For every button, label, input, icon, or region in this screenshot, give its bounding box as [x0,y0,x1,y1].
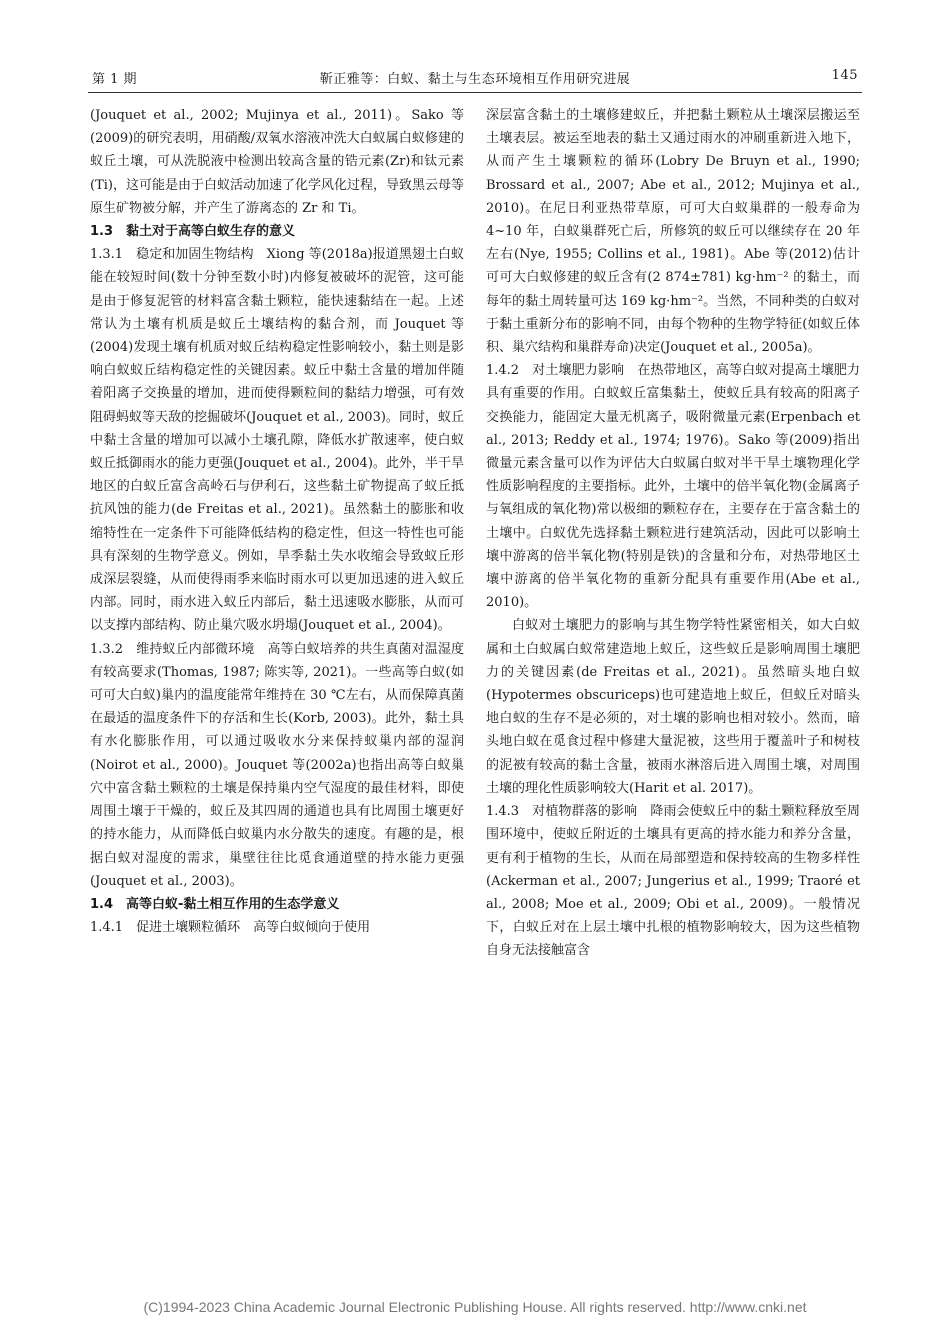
subsection-heading: 1.4.3 对植物群落的影响 [486,804,638,820]
subsection-heading: 1.3.2 维持蚁丘内部微环境 [90,641,255,657]
subsection-1-3-2 [90,638,464,893]
subsection-heading: 1.4.2 对土壤肥力影响 [486,363,625,379]
left-column [90,104,464,939]
running-title: 靳正雅等：白蚁、黏土与生态环境相互作用研究进展 [319,72,631,87]
paragraph: 降雨会使蚁丘中的黏土颗粒释放至周围环境中，使蚁丘附近的土壤具有更高的持水能力和养分含量，更有利于植物的生长，从而在局部塑造和保持较高的生物多样性(Ackerman et al., 2007; Jungerius et al., 1999; Traoré et al., 2008; Moe et al., 2009; Obi et al., 2009)。一般情况下，白蚁丘对在上层土壤中扎根的植物影响较大，因为这些植物自身无法接触富含 [486,804,860,959]
subsection-1-4-3 [486,800,860,962]
subsection-1-3-1 [90,243,464,637]
paragraph: 深层富含黏土的土壤修建蚁丘，并把黏土颗粒从土壤深层搬运至土壤表层。被运至地表的黏土又通过雨水的冲刷重新进入地下，从而产生土壤颗粒的循环(Lobry De Bruyn et al., 1990; Brossard et al., 2007; Abe et al., 2012; Mujinya et al., 2010)。在尼日利亚热带草原，可可大白蚁巢群的一般寿命为 4~10 年，白蚁巢群死亡后，所修筑的蚁丘可以继续存在 20 年左右(Nye, 1955; Collins et al., 1981)。Abe 等(2012)估计可可大白蚁修建的蚁丘含有(2 874±781) kg·hm⁻² 的黏土，而每年的黏土周转量可达 169 kg·hm⁻²。当然，不同种类的白蚁对于黏土重新分布的影响不同，由每个物种的生物学特征(如蚁丘体积、巢穴结构和巢群寿命)决定(Jouquet et al., 2005a)。 [486,108,860,356]
subsection-heading: 1.4.1 促进土壤颗粒循环 [90,920,241,936]
subsection-1-4-1 [90,916,464,939]
journal-issue: 第 1 期 [92,72,138,87]
paragraph: (Jouquet et al., 2002; Mujinya et al., 2011)。Sako 等(2009)的研究表明，用硝酸/双氧水溶液冲洗大白蚁属白蚁修建的蚁丘土壤，可从洗脱液中检测出较高含量的锆元素(Zr)和钛元素(Ti)，这可能是由于白蚁活动加速了化学风化过程，导致黑云母等原生矿物被分解，并产生了游离态的 Zr 和 Ti。 [90,108,464,216]
subsection-1-4-2 [486,359,860,614]
copyright-footer: (C)1994-2023 China Academic Journal Electronic Publishing House. All rights reserved. http://www.cnki.net [143,1299,807,1315]
paragraph: 高等白蚁培养的共生真菌对温湿度有较高要求(Thomas, 1987; 陈实等, 2021)。一些高等白蚁(如可可大白蚁)巢内的温度能常年维持在 30 ℃左右，从而保障真菌在最适的温度条件下的存活和生长(Korb, 2003)。此外，黏土具有水化膨胀作用，可以通过吸收水分来保持蚁巢内部的湿润(Noirot et al., 2000)。Jouquet 等(2002a)也指出高等白蚁巢穴中富含黏土颗粒的土壤是保持巢内空气湿度的最佳材料，即使周围土壤于干燥的，蚁丘及其四周的通道也具有比周围土壤更好的持水能力，从而降低白蚁巢内水分散失的速度。有趣的是，根据白蚁对湿度的需求，巢壁往往比觅食通道壁的持水能力更强(Jouquet et al., 2003)。 [90,641,464,889]
section-heading-1-4: 1.4 高等白蚁-黏土相互作用的生态学意义 [90,896,340,912]
paragraph: 白蚁对土壤肥力的影响与其生物学特性紧密相关，如大白蚁属和土白蚁属白蚁常建造地上蚁丘，这些蚁丘是影响周围土壤肥力的关键因素(de Freitas et al., 2021)。虽然暗头地白蚁(Hypotermes obscuriceps)也可建造地上蚁丘，但蚁丘对暗头地白蚁的生存不是必须的，对土壤的影响也相对较小。然而，暗头地白蚁在觅食过程中修建大量泥被，这些用于覆盖叶子和树枝的泥被有较高的黏土含量，被雨水淋溶后进入周围土壤，对周围土壤的理化性质影响较大(Harit et al. 2017)。 [486,618,860,796]
paragraph: Xiong 等(2018a)报道黑翅土白蚁能在较短时间(数十分钟至数小时)内修复被破坏的泥管，这可能是由于修复泥管的材料富含黏土颗粒，能快速黏结在一起。上述常认为土壤有机质是蚁丘土壤结构的黏合剂，而 Jouquet 等(2004)发现土壤有机质对蚁丘结构稳定性影响较小，黏土则是影响白蚁蚁丘结构稳定性的关键因素。蚁丘中黏土含量的增加伴随着阳离子交换量的增加，进而使得颗粒间的黏结力增强，可有效阻碍蚂蚁等天敌的挖掘破坏(Jouquet et al., 2003)。同时，蚁丘中黏土含量的增加可以减小土壤孔隙，降低水扩散速率，使白蚁蚁丘抵御雨水的能力更强(Jouquet et al., 2004)。此外，半干旱地区的白蚁丘富含高岭石与伊利石，这些黏土矿物提高了蚁丘抵抗风蚀的能力(de Freitas et al., 2021)。虽然黏土的膨胀和收缩特性在一定条件下可能降低结构的稳定性，但这一特性也可能具有深刻的生物学意义。例如，旱季黏土失水收缩会导致蚁丘形成深层裂缝，从而使得雨季来临时雨水可以更加迅速的进入蚁丘内部。同时，雨水进入蚁丘内部后，黏土迅速吸水膨胀，从而可以支撑内部结构、防止巢穴吸水坍塌(Jouquet et al., 2004)。 [90,247,464,634]
page-number: 145 [831,68,858,83]
paragraph: 在热带地区，高等白蚁对提高土壤肥力具有重要的作用。白蚁蚁丘富集黏土，使蚁丘具有较高的阳离子交换能力，能固定大量无机离子，吸附微量元素(Erpenbach et al., 2013; Reddy et al., 1974; 1976)。Sako 等(2009)指出微量元素含量可以作为评估大白蚁属白蚁对半干旱土壤物理化学性质影响程度的主要指标。此外，土壤中的倍半氧化物(金属离子与氧组成的氧化物)常以极细的颗粒存在，主要存在于富含黏土的土壤中。白蚁优先选择黏土颗粒进行建筑活动，因此可以影响土壤中游离的倍半氧化物(特别是铁)的含量和分布，对热带地区土壤中游离的倍半氧化物的重新分配具有重要作用(Abe et al., 2010)。 [486,363,860,611]
right-column [486,104,860,963]
subsection-heading: 1.3.1 稳定和加固生物结构 [90,247,254,263]
section-heading-1-3: 1.3 黏土对于高等白蚁生存的意义 [90,224,296,240]
header-rule [88,92,862,93]
paragraph: 高等白蚁倾向于使用 [253,920,371,936]
